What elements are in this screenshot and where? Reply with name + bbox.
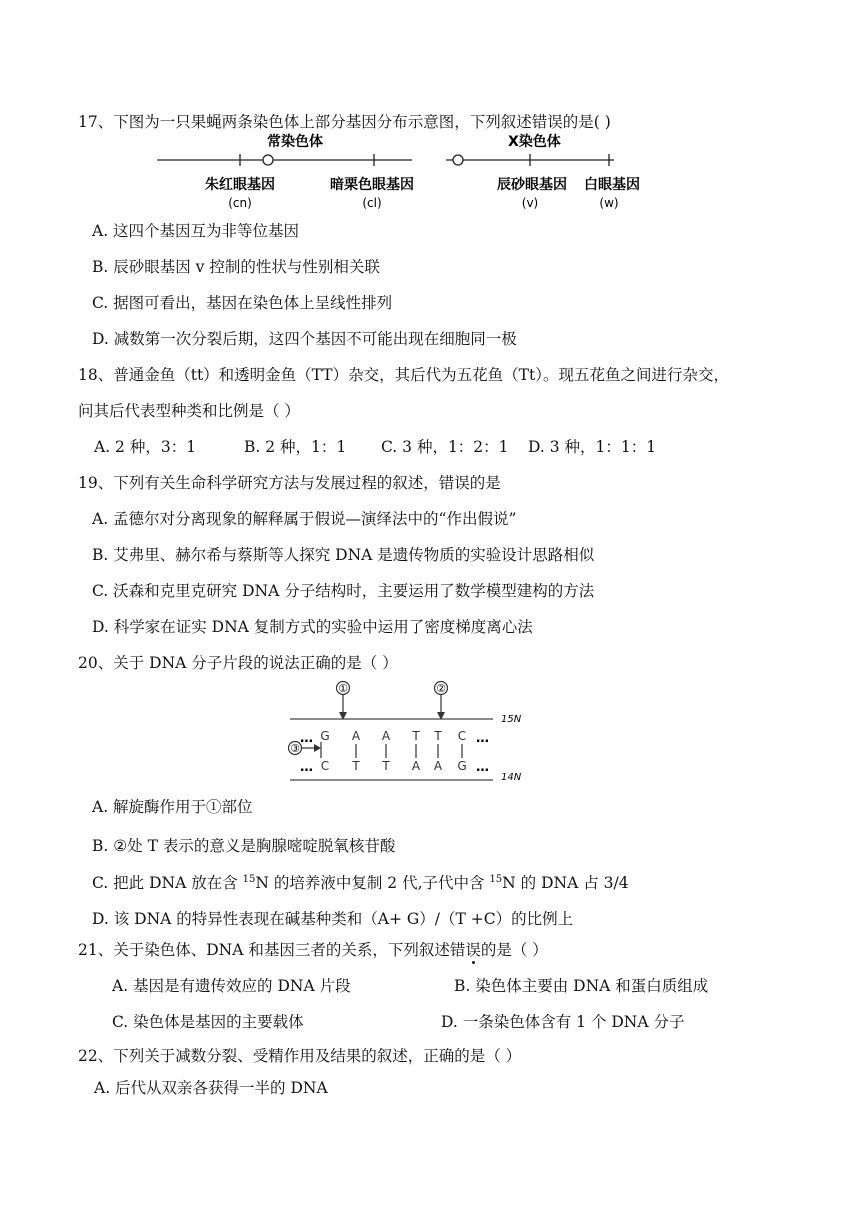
- x-chromosome-title: X染色体: [508, 134, 561, 150]
- gene-v-symbol: (v): [521, 196, 539, 210]
- q19-option-b: B. 艾弗里、赫尔希与蔡斯等人探究 DNA 是遗传物质的实验设计思路相似: [92, 546, 595, 564]
- question-18-stem-line1: 18、普通金鱼（tt）和透明金鱼（TT）杂交，其后代为五花鱼（Tt）。现五花鱼之间进行杂交，: [78, 366, 729, 384]
- q21-option-d: D. 一条染色体含有 1 个 DNA 分子: [441, 1013, 685, 1031]
- marker-1: ①: [338, 682, 348, 695]
- question-20-stem: 20、关于 DNA 分子片段的说法正确的是（ ）: [78, 654, 398, 672]
- emphasis-dot-word: 误: [465, 941, 481, 959]
- gene-cn-symbol: (cn): [228, 196, 252, 210]
- q19-option-a: A. 孟德尔对分离现象的解释属于假说—演绎法中的“作出假说”: [92, 510, 517, 528]
- gene-v-name: 辰砂眼基因: [497, 177, 567, 193]
- q20-option-c: C. 把此 DNA 放在含 $^{15}$N 的培养液中复制 2 代,子代中含 $^{15}$N 的 DNA 占 3/4: [92, 874, 629, 892]
- top-right-ellipsis: …: [476, 731, 489, 746]
- top-base: G: [320, 729, 330, 743]
- bottom-base: A: [433, 759, 443, 773]
- x-centromere: [453, 155, 463, 165]
- dna-fragment-figure: [0, 676, 860, 786]
- x-chromosome-diagram: [446, 133, 640, 210]
- gene-w-symbol: (w): [599, 196, 619, 210]
- autosome-centromere: [263, 155, 273, 165]
- q19-option-c: C. 沃森和克里克研究 DNA 分子结构时，主要运用了数学模型建构的方法: [92, 582, 595, 600]
- q20-option-a: A. 解旋酶作用于①部位: [92, 798, 253, 816]
- chromosome-figure: [0, 130, 860, 210]
- question-21-stem: 21、关于染色体、DNA 和基因三者的关系，下列叙述错误的是（ ）: [78, 941, 548, 959]
- autosome-diagram: [157, 133, 414, 210]
- gene-cl-name: 暗栗色眼基因: [330, 177, 414, 193]
- q18-option-b: B. 2 种，1：1: [244, 438, 347, 456]
- q17-option-b: B. 辰砂眼基因 v 控制的性状与性别相关联: [92, 258, 380, 276]
- question-18-stem-line2: 问其后代表型种类和比例是（ ）: [78, 402, 300, 420]
- q20-option-b: B. ②处 T 表示的意义是胸腺嘧啶脱氧核苷酸: [92, 837, 396, 855]
- top-base: A: [381, 729, 391, 743]
- q21-option-b: B. 染色体主要由 DNA 和蛋白质组成: [454, 977, 709, 995]
- q18-option-d: D. 3 种，1：1：1: [528, 438, 657, 456]
- q21-option-a: A. 基因是有遗传效应的 DNA 片段: [112, 977, 351, 995]
- q21-option-c: C. 染色体是基因的主要载体: [112, 1013, 304, 1031]
- bottom-left-ellipsis: …: [300, 760, 313, 775]
- top-base: T: [412, 729, 420, 743]
- top-left-ellipsis: …: [300, 731, 313, 746]
- q17-option-d: D. 减数第一次分裂后期，这四个基因不可能出现在细胞同一极: [92, 330, 517, 348]
- bottom-base: G: [457, 759, 467, 773]
- bottom-right-ellipsis: …: [476, 760, 489, 775]
- autosome-title: 常染色体: [267, 134, 323, 150]
- q18-option-c: C. 3 种，1：2：1: [381, 438, 509, 456]
- q17-option-a: A. 这四个基因互为非等位基因: [92, 222, 300, 240]
- q22-option-a: A. 后代从双亲各获得一半的 DNA: [94, 1079, 328, 1097]
- label-14N: 14N: [501, 772, 522, 783]
- marker-2: ②: [436, 682, 446, 695]
- bottom-base: C: [320, 759, 330, 773]
- bottom-base: T: [352, 759, 360, 773]
- question-17-stem: 17、下图为一只果蝇两条染色体上部分基因分布示意图，下列叙述错误的是( ): [78, 113, 611, 131]
- bottom-base: A: [411, 759, 421, 773]
- marker-3: ③: [290, 742, 300, 755]
- question-19-stem: 19、下列有关生命科学研究方法与发展过程的叙述，错误的是: [78, 474, 501, 492]
- top-base: A: [351, 729, 361, 743]
- top-base: C: [457, 729, 467, 743]
- q19-option-d: D. 科学家在证实 DNA 复制方式的实验中运用了密度梯度离心法: [92, 618, 533, 636]
- q17-option-c: C. 据图可看出，基因在染色体上呈线性排列: [92, 294, 393, 312]
- top-base: T: [434, 729, 442, 743]
- q18-option-a: A. 2 种，3：1: [94, 438, 197, 456]
- gene-w-name: 白眼基因: [584, 177, 640, 193]
- label-15N: 15N: [501, 714, 522, 725]
- gene-cl-symbol: (cl): [362, 196, 382, 210]
- question-22-stem: 22、下列关于减数分裂、受精作用及结果的叙述，正确的是（ ）: [78, 1047, 522, 1065]
- q20-option-d: D. 该 DNA 的特异性表现在碱基种类和（A+ G）/（T +C）的比例上: [92, 910, 574, 928]
- gene-cn-name: 朱红眼基因: [205, 177, 275, 193]
- bottom-base: T: [382, 759, 390, 773]
